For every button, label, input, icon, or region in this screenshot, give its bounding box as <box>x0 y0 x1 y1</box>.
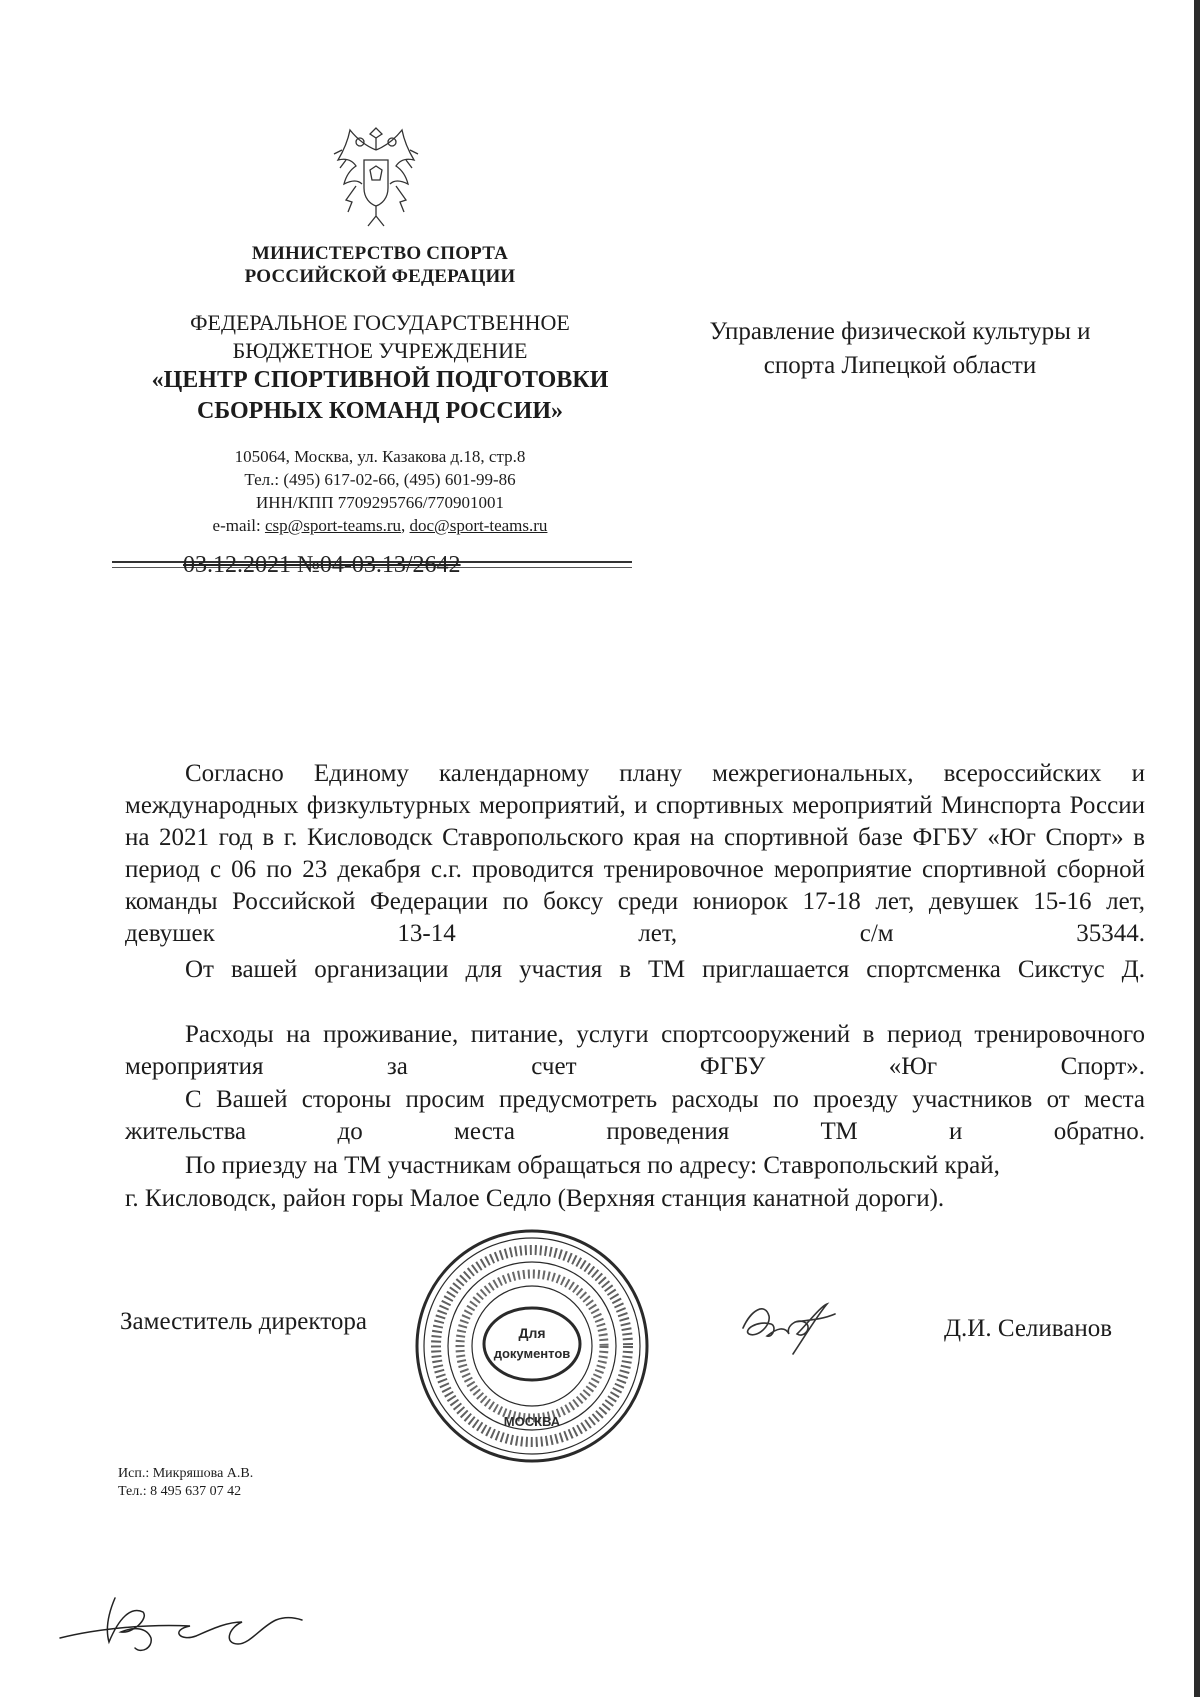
executor-phone: Тел.: 8 495 637 07 42 <box>118 1484 242 1499</box>
email-link-doc[interactable]: doc@sport-teams.ru <box>409 516 548 535</box>
email-line <box>120 516 640 536</box>
body-paragraph-5-line2: г. Кисловодск, район горы Малое Седло (Верхняя станция канатной дороги). <box>125 1185 945 1212</box>
handwritten-initials <box>55 1590 305 1660</box>
postal-address: 105064, Москва, ул. Казакова д.18, стр.8 <box>234 447 526 466</box>
handwritten-signature <box>735 1288 855 1358</box>
organization-name-line1: ФЕДЕРАЛЬНОЕ ГОСУДАРСТВЕННОЕ <box>190 310 570 335</box>
organization-name-line2: БЮДЖЕТНОЕ УЧРЕЖДЕНИЕ <box>232 338 528 363</box>
signatory-role: Заместитель директора <box>120 1308 367 1335</box>
inn-kpp: ИНН/КПП 7709295766/770901001 <box>256 493 504 512</box>
body-paragraph-1: Согласно Единому календарному плану межрегиональных, всероссийских и международных физкультурных мероприятий, и спортивных мероприятий Минспорта России на 2021 год в г. Кисловодск Ставропольского края на спортивной базе ФГБУ «Юг Спорт» в период с 06 по 23 декабря с.г. проводится тренировочное мероприятие спортивной сборной команды Российской Федерации по боксу среди юниорок 17-18 лет, девушек 15-16 лет, девушек 13-14 лет, с/м 35344. <box>125 760 1145 947</box>
recipient-line1: Управление физической культуры и <box>709 318 1091 345</box>
organization-name-line4: СБОРНЫХ КОМАНД РОССИИ» <box>196 398 564 424</box>
stamp-city: МОСКВА <box>503 1414 561 1429</box>
body-paragraph-2: От вашей организации для участия в ТМ приглашается спортсменка Сикстус Д. <box>185 956 1145 983</box>
email-separator: , <box>401 516 410 535</box>
ministry-name-line2: РОССИЙСКОЙ ФЕДЕРАЦИИ <box>244 266 516 287</box>
body-paragraph-4: С Вашей стороны просим предусмотреть расходы по проезду участников от места жительства до места проведения ТМ и обратно. <box>125 1086 1145 1145</box>
email-link-csp[interactable]: csp@sport-teams.ru <box>264 516 401 535</box>
organization-name-line3: «ЦЕНТР СПОРТИВНОЙ ПОДГОТОВКИ <box>151 367 609 393</box>
email-prefix: e-mail: <box>212 516 265 535</box>
scan-edge <box>1194 0 1200 1697</box>
recipient-line2: спорта Липецкой области <box>763 352 1037 379</box>
body-paragraph-3: Расходы на проживание, питание, услуги спортсооружений в период тренировочного мероприятия за счет ФГБУ «Юг Спорт». <box>125 1021 1145 1080</box>
signatory-name: Д.И. Селиванов <box>944 1315 1113 1342</box>
stamp-center-line1: Для <box>518 1325 546 1341</box>
ministry-name-line1: МИНИСТЕРСТВО СПОРТА <box>251 243 509 264</box>
round-seal-stamp <box>412 1226 652 1466</box>
phone-numbers: Тел.: (495) 617-02-66, (495) 601-99-86 <box>244 470 516 489</box>
double-headed-eagle-emblem-icon <box>326 120 426 240</box>
body-paragraph-5-line1: По приезду на ТМ участникам обращаться по адресу: Ставропольский край, <box>185 1152 1000 1179</box>
stamp-center-line2: документов <box>493 1346 571 1361</box>
outgoing-reference-number: 03.12.2021 №04-03.13/2642 <box>183 552 461 578</box>
executor-name: Исп.: Микряшова А.В. <box>118 1466 254 1481</box>
